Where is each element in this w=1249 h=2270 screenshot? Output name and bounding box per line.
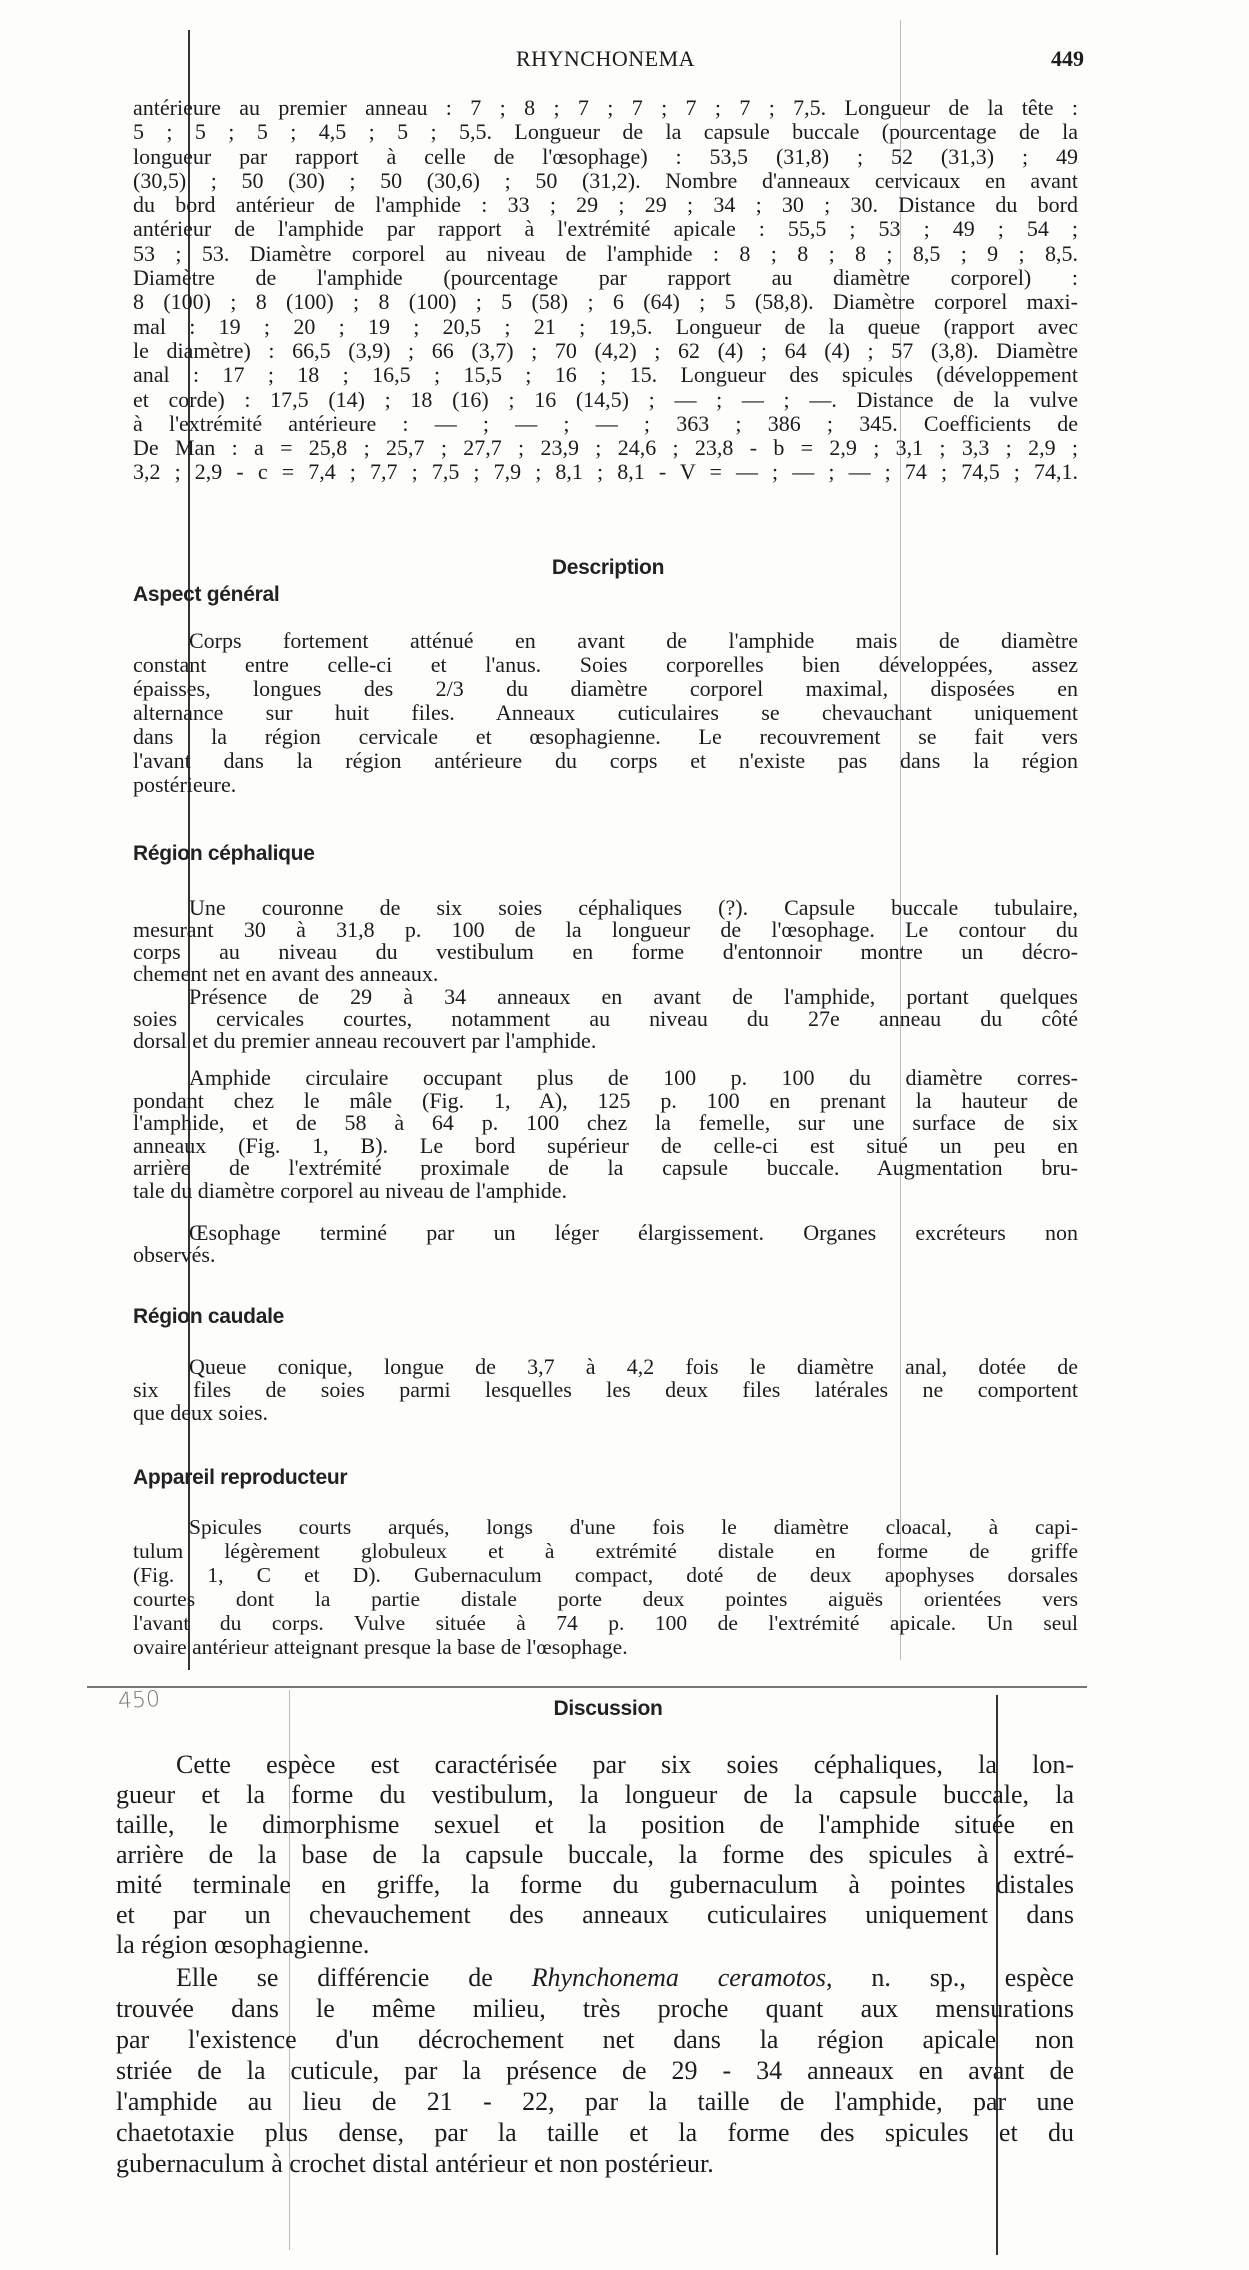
subsection-heading-caudale: Région caudale [133,1305,285,1328]
text-line: tale du diamètre corporel au niveau de l'amphide. [133,1177,568,1203]
text-line: De Man : a = 25,8 ; 25,7 ; 27,7 ; 23,9 ; 24,6 ; 23,8 - b = 2,9 ; 3,1 ; 3,3 ; 2,9 ; [133,435,1078,461]
text-fragment: , n. sp., espèce [826,1963,1074,1992]
text-line: dans la région cervicale et œsophagienne. Le recouvrement se fait vers [133,724,1078,749]
cephalique-paragraph-1 [133,897,1078,985]
cephalique-paragraph-3 [133,1067,1078,1202]
text-line: et corde) : 17,5 (14) ; 18 (16) ; 16 (14,5) ; — ; — ; —. Distance de la vulve [133,386,1078,412]
text-line: le diamètre) : 66,5 (3,9) ; 66 (3,7) ; 70 (4,2) ; 62 (4) ; 64 (4) ; 57 (3,8). Diamètre [133,337,1078,363]
text-line: mité terminale en griffe, la forme du gubernaculum à pointes distales [116,1870,1074,1899]
text-line: anneaux (Fig. 1, B). Le bord supérieur de celle-ci est situé un peu en [133,1132,1078,1158]
text-line: du bord antérieur de l'amphide : 33 ; 29 ; 29 ; 34 ; 30 ; 30. Distance du bord [133,192,1078,218]
text-line: Corps fortement atténué en avant de l'amphide mais de diamètre [189,628,1078,653]
discussion-paragraph-2 [116,1962,1074,2179]
text-line: par l'existence d'un décrochement net dans la région apicale non [116,2025,1074,2054]
text-line: six files de soies parmi lesquelles les deux files latérales ne comportent [133,1377,1078,1402]
text-line: striée de la cuticule, par la présence de 29 - 34 anneaux en avant de [116,2056,1074,2085]
text-line: et par un chevauchement des anneaux cuticulaires uniquement dans [116,1900,1074,1929]
text-line: chaetotaxie plus dense, par la taille et la forme des spicules et du [116,2118,1074,2147]
text-line: arrière de la base de la capsule buccale, la forme des spicules à extré- [116,1840,1074,1869]
text-line: longueur par rapport à celle de l'œsophage) : 53,5 (31,8) ; 52 (31,3) ; 49 [133,143,1078,169]
text-line: gubernaculum à crochet distal antérieur et non postérieur. [116,2149,714,2178]
text-line: arrière de l'extrémité proximale de la capsule buccale. Augmentation bru- [133,1155,1078,1180]
text-fragment: Elle se différencie de [176,1963,532,1992]
text-line: 3,2 ; 2,9 - c = 7,4 ; 7,7 ; 7,5 ; 7,9 ; 8,1 ; 8,1 - V = — ; — ; — ; 74 ; 74,5 ; 74,1. [133,459,1078,485]
text-line: que deux soies. [133,1400,269,1425]
text-line [116,1962,1074,1993]
text-line: observés. [133,1242,216,1267]
running-title: RHYNCHONEMA [515,46,696,71]
text-line: l'avant dans la région antérieure du corps et n'existe pas dans la région [133,748,1078,773]
subsection-heading-cephalique: Région céphalique [133,842,315,865]
text-line: Œsophage terminé par un léger élargissement. Organes excréteurs non [189,1220,1078,1245]
subsection-heading-aspect: Aspect général [133,583,280,606]
cephalique-paragraph-4 [133,1222,1078,1266]
text-line: la région œsophagienne. [116,1930,370,1959]
text-line: 8 (100) ; 8 (100) ; 8 (100) ; 5 (58) ; 6 (64) ; 5 (58,8). Diamètre corporel maxi- [133,289,1078,315]
text-line: anal : 17 ; 18 ; 16,5 ; 15,5 ; 16 ; 15. Longueur des spicules (développement [133,362,1078,388]
caudale-paragraph [133,1355,1078,1424]
text-line: mal : 19 ; 20 ; 19 ; 20,5 ; 21 ; 19,5. Longueur de la queue (rapport avec [133,313,1078,339]
page-edge-divider [87,1686,1087,1688]
text-line: antérieure au premier anneau : 7 ; 8 ; 7 ; 7 ; 7 ; 7 ; 7,5. Longueur de la tête : [133,95,1078,120]
text-line: constant entre celle-ci et l'anus. Soies corporelles bien développées, assez [133,652,1078,677]
cephalique-paragraph-2 [133,986,1078,1052]
text-line: pondant chez le mâle (Fig. 1, A), 125 p. 100 en prenant la hauteur de [133,1087,1078,1113]
running-header [133,46,1084,76]
handwritten-page-number: 450 [117,1686,161,1715]
discussion-paragraph-1 [116,1750,1074,1960]
text-line: gueur et la forme du vestibulum, la longueur de la capsule buccale, la [116,1780,1074,1809]
text-line: (30,5) ; 50 (30) ; 50 (30,6) ; 50 (31,2). Nombre d'anneaux cervicaux en avant [133,167,1078,193]
text-line: taille, le dimorphisme sexuel et la position de l'amphide située en [116,1810,1074,1839]
section-title-description: Description [551,556,665,579]
text-line: à l'extrémité antérieure : — ; — ; — ; 363 ; 386 ; 345. Coefficients de [133,410,1078,436]
text-line: antérieur de l'amphide par rapport à l'extrémité apicale : 55,5 ; 53 ; 49 ; 54 ; [133,216,1078,242]
text-line: Cette espèce est caractérisée par six soies céphaliques, la lon- [176,1750,1074,1779]
text-line: soies cervicales courtes, notamment au niveau du 27e anneau du côté [133,1006,1078,1031]
text-line: dorsal et du premier anneau recouvert par l'amphide. [133,1028,597,1053]
text-line: Amphide circulaire occupant plus de 100 p. 100 du diamètre corres- [189,1065,1078,1090]
aspect-paragraph [133,629,1078,797]
section-title-discussion: Discussion [553,1697,663,1720]
text-line: l'avant du corps. Vulve située à 74 p. 100 de l'extrémité apicale. Un seul [133,1611,1078,1635]
text-line: tulum légèrement globuleux et à extrémité distale en forme de griffe [133,1539,1078,1563]
text-line: Diamètre de l'amphide (pourcentage par rapport au diamètre corporel) : [133,265,1078,291]
text-line: corps au niveau du vestibulum en forme d'entonnoir montre un décro- [133,939,1078,964]
text-line: 53 ; 53. Diamètre corporel au niveau de l'amphide : 8 ; 8 ; 8 ; 8,5 ; 9 ; 8,5. [133,240,1078,266]
text-line: postérieure. [133,772,237,797]
text-line: l'amphide au lieu de 21 - 22, par la taille de l'amphide, par une [116,2087,1074,2116]
text-line: trouvée dans le même milieu, très proche quant aux mensurations [116,1994,1074,2023]
text-line: Spicules courts arqués, longs d'une fois le diamètre cloacal, à capi- [189,1515,1078,1539]
text-line: ovaire antérieur atteignant presque la base de l'œsophage. [133,1635,628,1659]
text-line: Une couronne de six soies céphaliques (?). Capsule buccale tubulaire, [189,895,1078,920]
text-line: alternance sur huit files. Anneaux cuticulaires se chevauchant uniquement [133,700,1078,725]
page-number: 449 [1051,46,1084,71]
text-line: chement net en avant des anneaux. [133,961,439,986]
text-line: courtes dont la partie distale porte deux pointes aiguës orientées vers [133,1587,1078,1611]
text-line: Présence de 29 à 34 anneaux en avant de l'amphide, portant quelques [189,984,1078,1009]
text-line: épaisses, longues des 2/3 du diamètre corporel maximal, disposées en [133,676,1078,701]
species-name: Rhynchonema ceramotos [531,1963,827,1992]
reproducteur-paragraph [133,1515,1078,1659]
text-line: l'amphide, et de 58 à 64 p. 100 chez la femelle, sur une surface de six [133,1110,1078,1135]
text-line: (Fig. 1, C et D). Gubernaculum compact, doté de deux apophyses dorsales [133,1563,1078,1587]
text-line: mesurant 30 à 31,8 p. 100 de la longueur de l'œsophage. Le contour du [133,917,1078,942]
subsection-heading-reproducteur: Appareil reproducteur [133,1466,348,1489]
text-line: 5 ; 5 ; 5 ; 4,5 ; 5 ; 5,5. Longueur de la capsule buccale (pourcentage de la [133,119,1078,145]
measurements-paragraph [133,95,1078,485]
text-line: Queue conique, longue de 3,7 à 4,2 fois le diamètre anal, dotée de [189,1354,1078,1379]
